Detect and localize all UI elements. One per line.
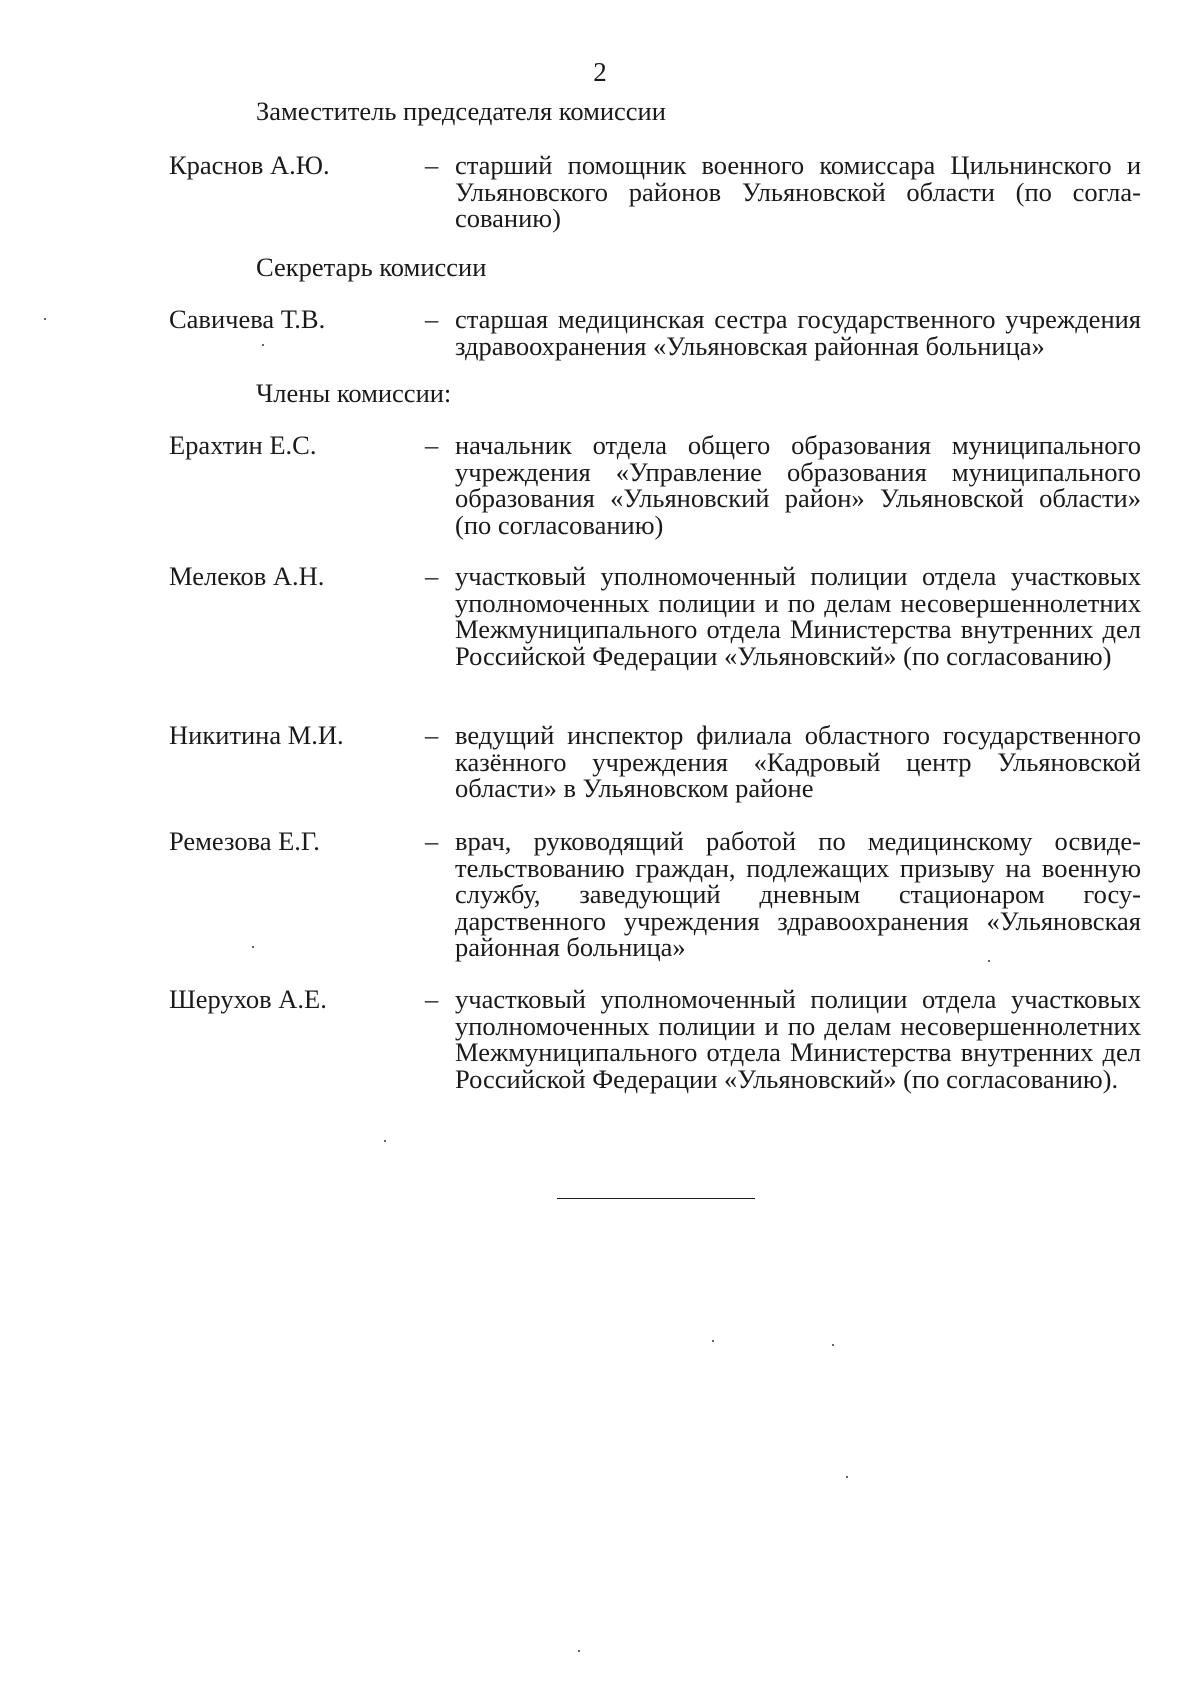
scan-speck xyxy=(712,1340,714,1342)
member-name: Ерахтин Е.С. xyxy=(169,430,317,460)
scan-speck xyxy=(988,960,990,962)
scan-speck xyxy=(252,946,254,948)
member-name: Мелеков А.Н. xyxy=(169,561,325,591)
member-position: старшая медицинская сестра государственного учреждения здравоохранения «Ульяновская районная больница» xyxy=(455,304,1141,361)
member-name: Краснов А.Ю. xyxy=(169,150,330,180)
member-name: Шерухов А.Е. xyxy=(169,984,327,1014)
member-dash: – xyxy=(425,561,439,591)
scan-speck xyxy=(578,1650,580,1652)
member-name: Ремезова Е.Г. xyxy=(169,826,320,856)
member-position: участковый уполномоченный полиции отдела участковых уполномоченных полиции и по делам несовершеннолетних Межмуниципального отдела Министерства внутренних дел Российской Федерации «Ульяновский» (по согласованию). xyxy=(455,984,1141,1094)
member-position: начальник отдела общего образования муниципального учреждения «Управление образования муниципального образования «Ульяновский район» Ульяновской области» (по согласованию) xyxy=(455,430,1141,540)
heading-deputy-chairman: Заместитель председателя комиссии xyxy=(256,96,666,126)
member-dash: – xyxy=(425,984,439,1014)
scan-speck xyxy=(384,1140,386,1142)
member-dash: – xyxy=(425,720,439,750)
member-position: старший помощник военного комиссара Цильнинского и Ульяновского районов Ульяновской области (по согласованию) xyxy=(455,150,1141,234)
end-rule-divider xyxy=(557,1198,755,1199)
member-position: участковый уполномоченный полиции отдела участковых уполномоченных полиции и по делам несовершеннолетних Межмуниципального отдела Министерства внутренних дел Российской Федерации «Ульяновский» (по согласованию) xyxy=(455,561,1141,671)
member-name: Никитина М.И. xyxy=(169,720,344,750)
scan-speck xyxy=(44,318,46,320)
scan-speck xyxy=(262,344,264,346)
scan-speck xyxy=(846,1476,848,1478)
scan-speck xyxy=(832,1344,834,1346)
member-dash: – xyxy=(425,304,439,334)
heading-members: Члены комиссии: xyxy=(256,378,452,408)
heading-secretary: Секретарь комиссии xyxy=(256,252,487,282)
page-number: 2 xyxy=(593,57,607,87)
member-dash: – xyxy=(425,430,439,460)
member-name: Савичева Т.В. xyxy=(169,304,326,334)
member-position: врач, руководящий работой по медицинскому освидетельствованию граждан, подлежащих призыву на военную службу, заведующий дневным стационаром государственного учреждения здравоохранения «Ульяновская районная больница» xyxy=(455,826,1141,963)
member-dash: – xyxy=(425,826,439,856)
member-dash: – xyxy=(425,150,439,180)
member-position: ведущий инспектор филиала областного государственного казённого учреждения «Кадровый центр Ульяновской области» в Ульяновском районе xyxy=(455,720,1141,804)
